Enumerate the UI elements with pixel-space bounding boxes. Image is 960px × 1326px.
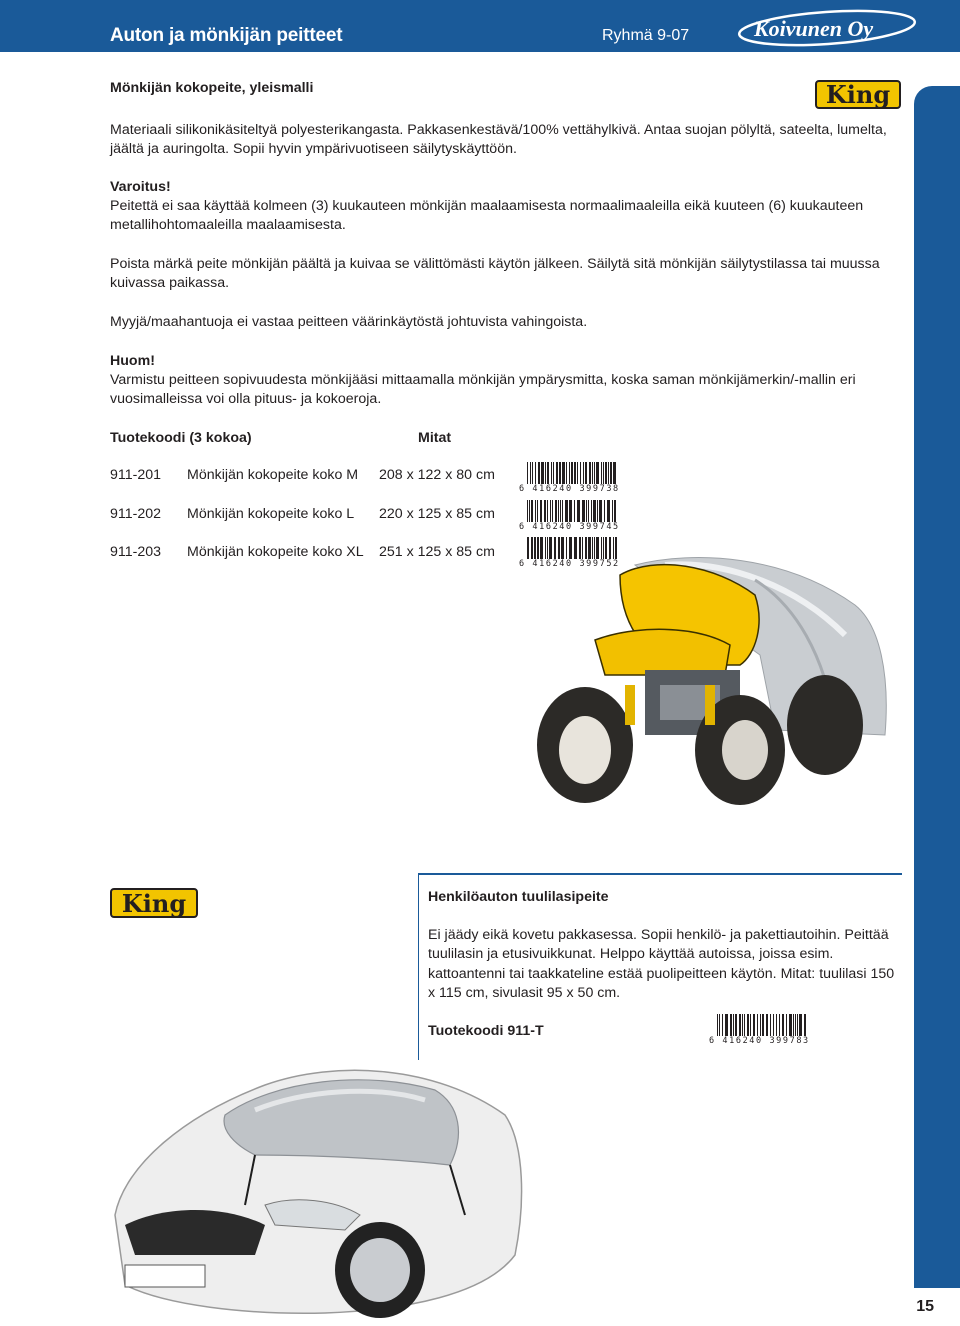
barcode-bar — [773, 1014, 774, 1036]
barcode-bar — [603, 462, 604, 484]
barcode-bar — [717, 1014, 718, 1036]
barcode-bar — [545, 462, 546, 484]
barcode — [519, 500, 619, 532]
svg-text:King: King — [825, 80, 891, 109]
product1-title: Mönkijän kokopeite, yleismalli — [110, 80, 314, 96]
barcode-digits: 6 416240 399745 — [519, 522, 620, 532]
barcode-bar — [612, 500, 613, 522]
barcode-bar — [530, 462, 531, 484]
barcode-digits: 6 416240 399738 — [519, 484, 620, 494]
barcode-bar — [744, 1014, 745, 1036]
barcode-bar — [730, 1014, 732, 1036]
barcode-bar — [560, 500, 561, 522]
barcode-bars — [709, 1014, 809, 1036]
barcode-bar — [599, 500, 602, 522]
barcode-bar — [610, 462, 612, 484]
barcode-bar — [527, 500, 528, 522]
barcode-bar — [552, 500, 553, 522]
barcode-bar — [535, 500, 536, 522]
barcode-bar — [535, 462, 536, 484]
table-row-dims: 220 x 125 x 85 cm — [379, 506, 495, 522]
section-divider — [418, 873, 902, 875]
barcode-bar — [589, 462, 591, 484]
king-logo — [815, 78, 901, 110]
barcode-bar — [591, 500, 592, 522]
barcode-bar — [577, 462, 578, 484]
barcode-bar — [540, 500, 542, 522]
barcode-bar — [565, 500, 568, 522]
barcode-bar — [562, 500, 563, 522]
barcode-bar — [742, 1014, 743, 1036]
page-title: Auton ja mönkijän peitteet — [110, 25, 343, 46]
storage-text: Poista märkä peite mönkijän päältä ja kuivaa se välittömästi käytön jälkeen. Säilytä sitä mönkijän säilytystilassa tai muussa kuivassa paikassa. — [110, 256, 880, 292]
note-text: Varmistu peitteen sopivuudesta mönkijääsi mittaamalla mönkijän ympärysmitta, koska saman mönkijämerkin/-mallin eri vuosimalleissa voi olla pituus- ja kokoeroja. — [110, 372, 856, 408]
barcode-bar — [531, 500, 533, 522]
barcode-bar — [569, 500, 572, 522]
barcode-bar — [770, 1014, 771, 1036]
barcode-bar — [544, 500, 546, 522]
barcode-bar — [582, 500, 585, 522]
car-windshield-cover-image — [105, 1055, 530, 1325]
barcode-bar — [569, 462, 570, 484]
barcode-bar — [577, 500, 580, 522]
product2-code-label: Tuotekoodi 911-T — [428, 1023, 544, 1039]
king-logo — [110, 886, 198, 919]
barcode-bar — [588, 500, 589, 522]
barcode-bar — [558, 500, 559, 522]
page-number-box — [906, 1288, 960, 1326]
table-row-name: Mönkijän kokopeite koko XL — [187, 544, 364, 560]
barcode-bar — [747, 1014, 749, 1036]
barcode-bar — [722, 1014, 723, 1036]
barcode-bar — [776, 1014, 777, 1036]
barcode-bar — [529, 500, 530, 522]
side-tab — [914, 86, 960, 1316]
page-number: 15 — [916, 1298, 934, 1315]
barcode-bar — [601, 462, 602, 484]
barcode-digits: 6 416240 399752 — [519, 559, 620, 569]
table-header-code: Tuotekoodi (3 kokoa) — [110, 430, 252, 446]
barcode-bar — [541, 462, 544, 484]
barcode-bar — [797, 1014, 798, 1036]
svg-text:King: King — [121, 889, 187, 918]
barcode-bar — [553, 462, 554, 484]
barcode-bars — [519, 462, 619, 484]
table-row-code: 911-203 — [110, 544, 162, 560]
barcode — [709, 1014, 809, 1046]
barcode-bar — [556, 462, 558, 484]
barcode-bar — [574, 462, 576, 484]
barcode-bar — [760, 1014, 761, 1036]
barcode-bar — [607, 500, 610, 522]
warning-heading: Varoitus! — [110, 179, 171, 195]
section-vline — [418, 875, 419, 1060]
barcode-bar — [597, 500, 598, 522]
barcode-bar — [547, 462, 549, 484]
table-header-dims: Mitat — [418, 430, 452, 446]
note-heading: Huom! — [110, 353, 155, 369]
barcode-bar — [786, 1014, 787, 1036]
atv-cover-image — [525, 545, 895, 810]
barcode-bar — [799, 1014, 802, 1036]
barcode-bar — [527, 462, 528, 484]
barcode-bar — [762, 1014, 764, 1036]
barcode-bar — [782, 1014, 784, 1036]
barcode-bar — [804, 1014, 806, 1036]
barcode-bar — [550, 500, 551, 522]
barcode-bar — [753, 1014, 755, 1036]
liability-text: Myyjä/maahantuoja ei vastaa peitteen väärinkäytöstä johtuvista vahingoista. — [110, 314, 588, 330]
barcode-bar — [559, 462, 561, 484]
barcode-bar — [739, 1014, 741, 1036]
barcode-bar — [608, 462, 609, 484]
barcode-bar — [585, 462, 587, 484]
barcode-bar — [757, 1014, 758, 1036]
barcode-bar — [766, 1014, 768, 1036]
product2-title: Henkilöauton tuulilasipeite — [428, 889, 609, 905]
barcode-bar — [566, 462, 567, 484]
barcode-bar — [547, 500, 548, 522]
table-row-code: 911-201 — [110, 467, 162, 483]
barcode-digits: 6 416240 399783 — [709, 1036, 810, 1046]
warning-text: Peitettä ei saa käyttää kolmeen (3) kuukauteen mönkijän maalaamisesta normaalimaaleilla eikä kuuteen (6) kuukauteen metallihohtomaaleilla maalaamisesta. — [110, 198, 864, 234]
barcode-bar — [562, 462, 565, 484]
barcode-bar — [789, 1014, 792, 1036]
table-row-dims: 208 x 122 x 80 cm — [379, 467, 495, 483]
barcode-bar — [593, 500, 596, 522]
barcode-bar — [580, 462, 581, 484]
barcode-bar — [586, 500, 587, 522]
barcode-bar — [583, 462, 584, 484]
barcode-bar — [596, 462, 599, 484]
barcode-bar — [604, 500, 605, 522]
product2-description: Ei jäädy eikä kovetu pakkasessa. Sopii henkilö- ja pakettiautoihin. Peittää tuulilasin ja etusivuikkunat. Helppo käyttää autoissa, joissa esim. kattoantenni tai taakkateline estää puolipeitteen käytön. Mitat: tuulilasi 150 x 115 cm, sivulasit 95 x 50 cm. — [428, 927, 895, 1002]
barcode-bar — [613, 462, 616, 484]
barcode-bar — [555, 500, 557, 522]
barcode-bar — [750, 1014, 751, 1036]
barcode-bar — [735, 1014, 737, 1036]
barcode — [519, 462, 619, 494]
barcode-bars — [519, 500, 619, 522]
brand-text: Koivunen Oy — [754, 16, 874, 41]
barcode-bar — [795, 1014, 796, 1036]
barcode-bar — [574, 500, 575, 522]
barcode-bar — [725, 1014, 728, 1036]
koivunen-logo — [732, 8, 917, 48]
barcode-bar — [733, 1014, 734, 1036]
barcode-bar — [532, 462, 533, 484]
barcode-bar — [538, 462, 540, 484]
barcode-bar — [571, 462, 573, 484]
barcode-bar — [605, 462, 607, 484]
barcode-bar — [592, 462, 593, 484]
table-row-dims: 251 x 125 x 85 cm — [379, 544, 495, 560]
barcode-bar — [537, 500, 538, 522]
barcode-bar — [779, 1014, 780, 1036]
table-row-name: Mönkijän kokopeite koko L — [187, 506, 355, 522]
barcode-bar — [793, 1014, 794, 1036]
table-row-code: 911-202 — [110, 506, 162, 522]
product1-description: Materiaali silikonikäsiteltyä polyesterikangasta. Pakkasenkestävä/100% vettähylkivä. Antaa suojan pölyltä, sateelta, lumelta, jäältä ja auringolta. Sopii hyvin ympärivuotiseen säilytyskäyttöön. — [110, 122, 887, 158]
group-label: Ryhmä 9-07 — [602, 27, 690, 44]
table-row-name: Mönkijän kokopeite koko M — [187, 467, 359, 483]
barcode-bar — [594, 462, 595, 484]
barcode-bar — [719, 1014, 720, 1036]
barcode-bar — [614, 500, 616, 522]
barcode-bar — [551, 462, 552, 484]
